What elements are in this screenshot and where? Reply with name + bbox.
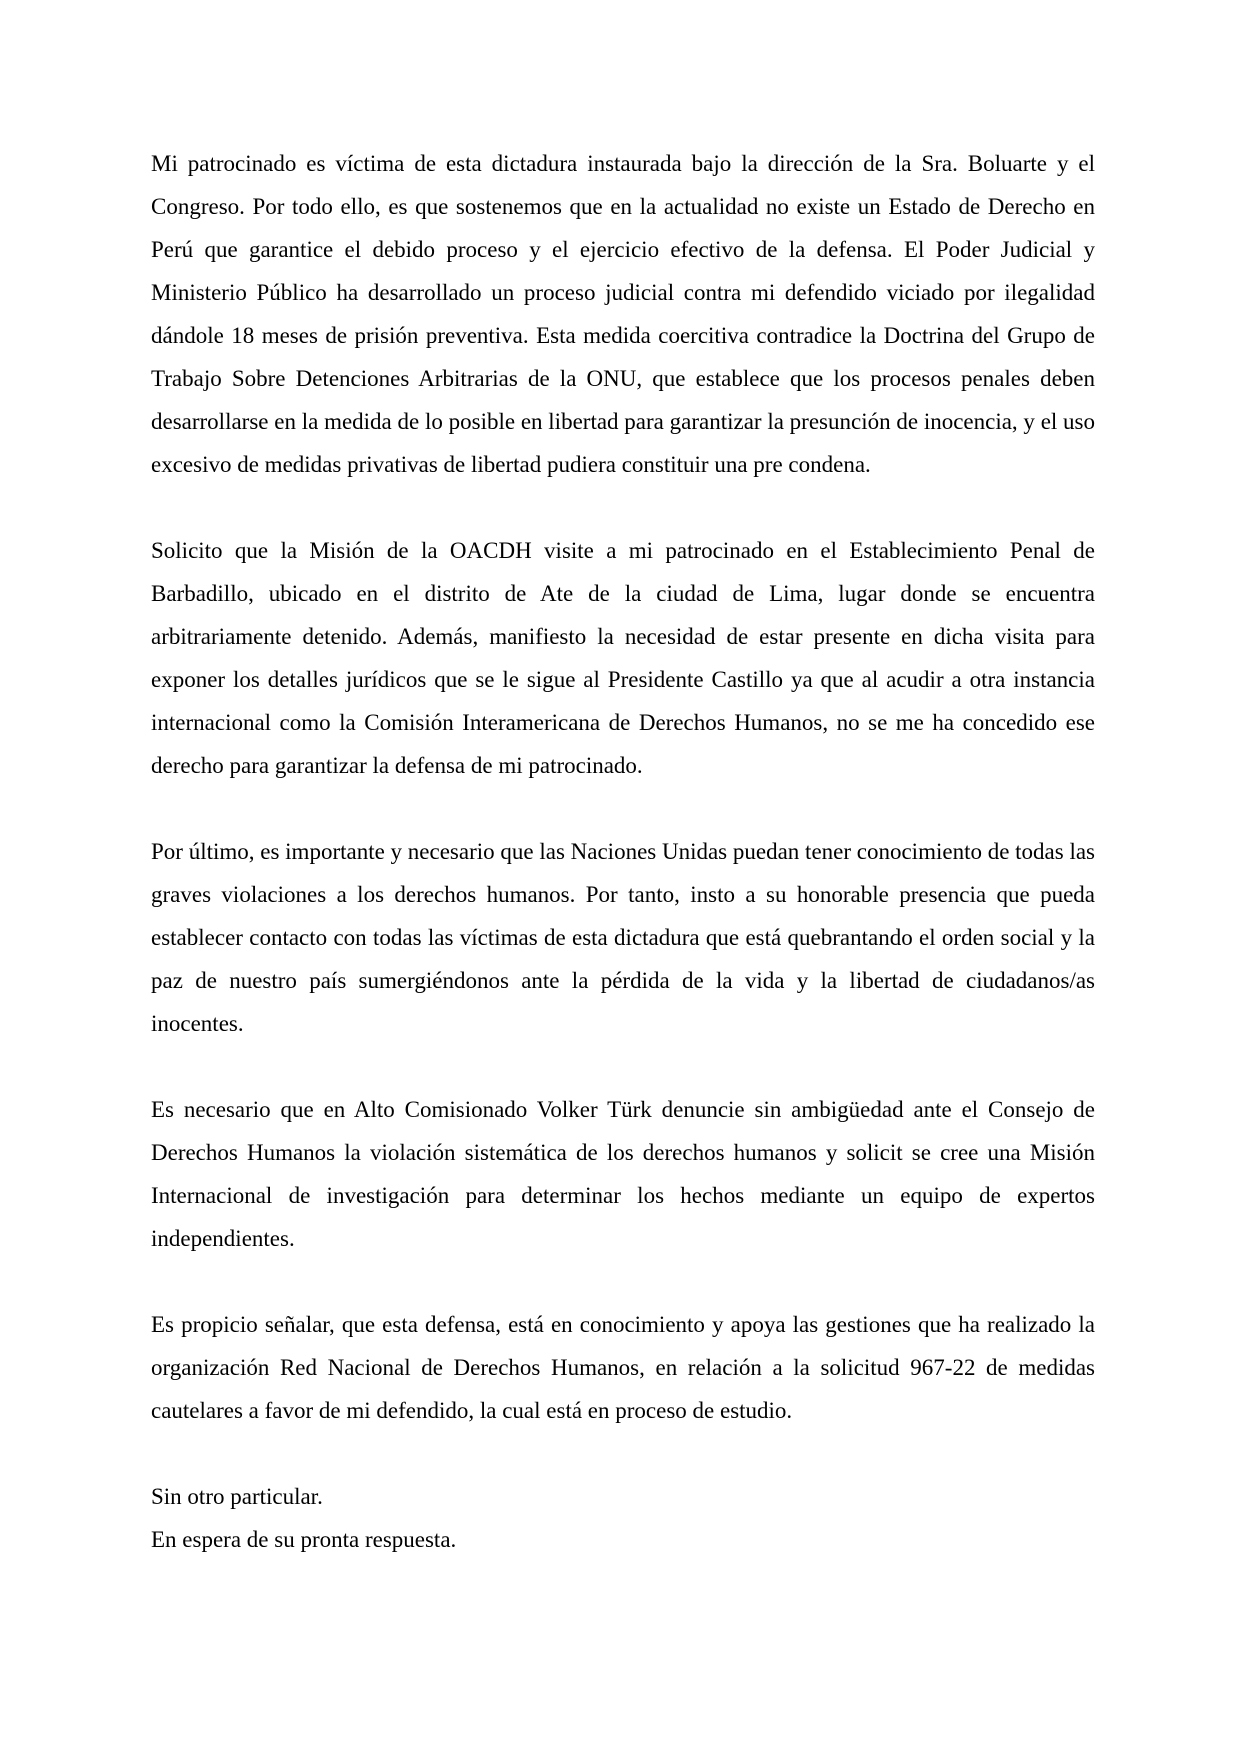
document-page	[151, 142, 1095, 1561]
paragraph-precautionary-measures: Es propicio señalar, que esta defensa, está en conocimiento y apoya las gestiones que ha realizado la organización Red Nacional de Derechos Humanos, en relación a la solicitud 967-22 de medidas cautelares a favor de mi defendido, la cual está en proceso de estudio.	[151, 1312, 1095, 1423]
paragraph-mission-visit-request: Solicito que la Misión de la OACDH visite a mi patrocinado en el Establecimiento Penal de Barbadillo, ubicado en el distrito de Ate de la ciudad de Lima, lugar donde se encuentra arbitrariamente detenido. Además, manifiesto la necesidad de estar presente en dicha visita para exponer los detalles jurídicos que se le sigue al Presidente Castillo ya que al acudir a otra instancia internacional como la Comisión Interamericana de Derechos Humanos, no se me ha concedido ese derecho para garantizar la defensa de mi patrocinado.	[151, 538, 1095, 778]
paragraph-victim-dictatorship: Mi patrocinado es víctima de esta dictadura instaurada bajo la dirección de la Sra. Boluarte y el Congreso. Por todo ello, es que sostenemos que en la actualidad no existe un Estado de Derecho en Perú que garantice el debido proceso y el ejercicio efectivo de la defensa. El Poder Judicial y Ministerio Público ha desarrollado un proceso judicial contra mi defendido viciado por ilegalidad dándole 18 meses de prisión preventiva. Esta medida coercitiva contradice la Doctrina del Grupo de Trabajo Sobre Detenciones Arbitrarias de la ONU, que establece que los procesos penales deben desarrollarse en la medida de lo posible en libertad para garantizar la presunción de inocencia, y el uso excesivo de medidas privativas de libertad pudiera constituir una pre condena.	[151, 151, 1095, 477]
closing-line-espera: En espera de su pronta respuesta.	[151, 1527, 457, 1552]
paragraph-high-commissioner: Es necesario que en Alto Comisionado Volker Türk denuncie sin ambigüedad ante el Consejo de Derechos Humanos la violación sistemática de los derechos humanos y solicit se cree una Misión Internacional de investigación para determinar los hechos mediante un equipo de expertos independientes.	[151, 1097, 1095, 1251]
closing-line-sin-otro: Sin otro particular.	[151, 1484, 323, 1509]
paragraph-un-awareness: Por último, es importante y necesario que las Naciones Unidas puedan tener conocimiento de todas las graves violaciones a los derechos humanos. Por tanto, insto a su honorable presencia que pueda establecer contacto con todas las víctimas de esta dictadura que está quebrantando el orden social y la paz de nuestro país sumergiéndonos ante la pérdida de la vida y la libertad de ciudadanos/as inocentes.	[151, 839, 1096, 1036]
